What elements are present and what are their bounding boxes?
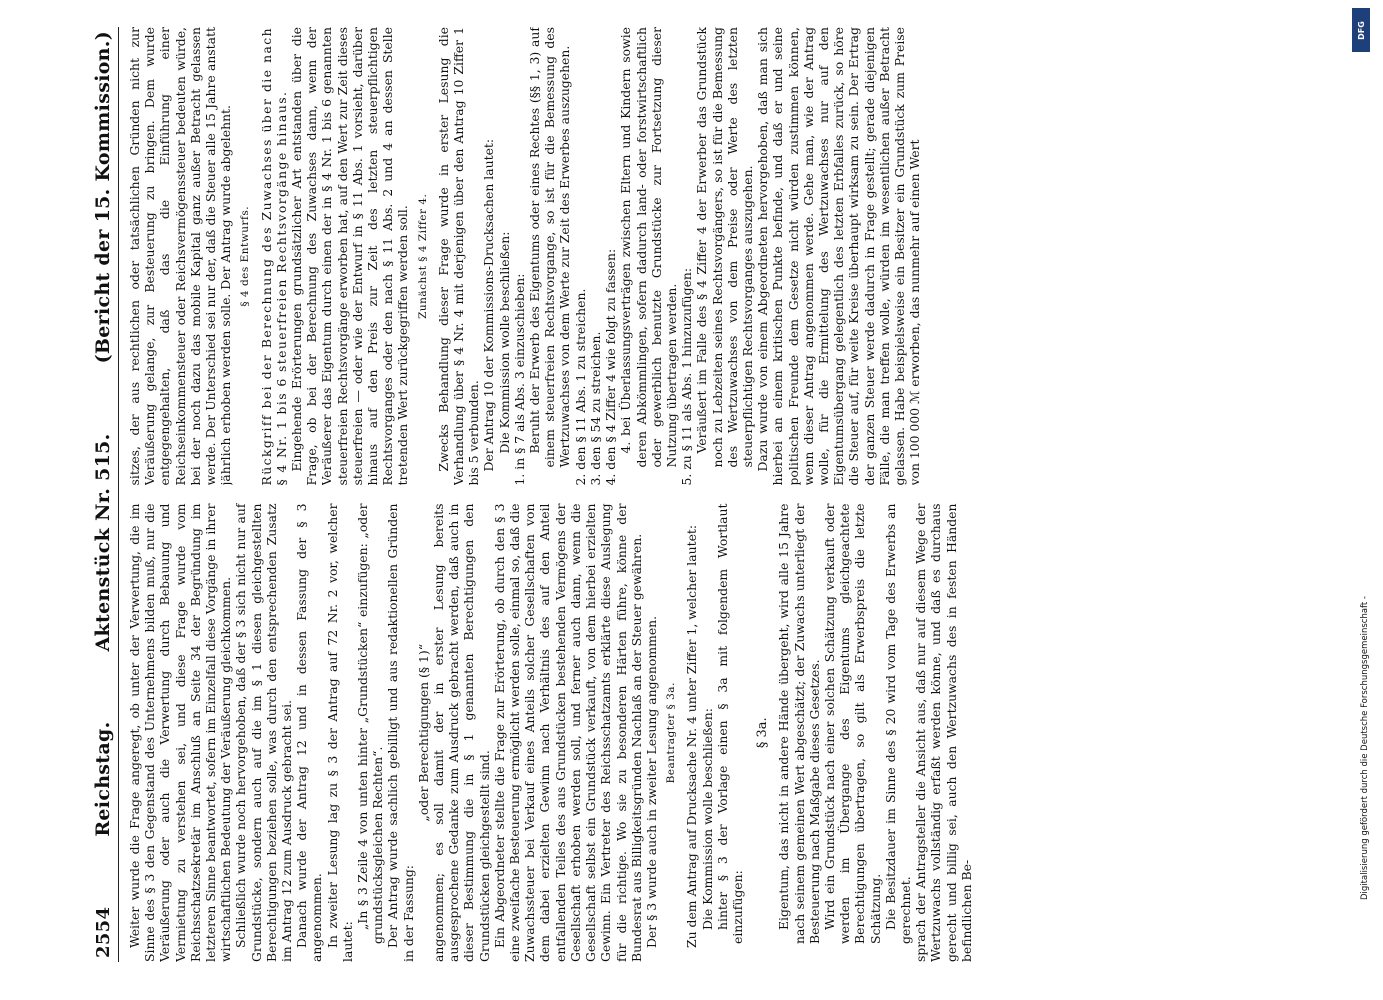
- paragraph: Eigentum, das nicht in andere Hände übergeht, wird alle 15 Jahre nach seinem gemeinen Wert abgeschätzt; der Zuwachs unterliegt der Besteuerung nach Maßgabe dieses Gesetzes.: [776, 503, 822, 944]
- header-right-title: (Bericht der 15. Kommission.): [92, 31, 114, 364]
- text-columns: [119, 27, 1287, 962]
- paragraph: Weiter wurde die Frage angeregt, ob unter der Verwertung, die im Sinne des § 3 den Gegenstand des Unternehmens bilden muß, nur die Veräußerung oder auch die Verwertung durch Bebauung und Vermietung zu verstehen sei, und diese Frage wurde vom Reichsschatzsekretär im Anschluß an Seite 34 der Begründung im letzteren Sinne beantwortet, sofern im Einzelfall diese Vorgänge in ihrer wirtschaftlichen Bedeutung der Veräußerung gleichkommen.: [127, 503, 234, 962]
- paragraph: Eingehende Erörterungen grundsätzlicher Art entstanden über die Frage, ob bei der Berechnung des Zuwachses dann, wenn der Veräußerer das Eigentum durch einen der in § 4 Nr. 1 bis 6 genannten steuerfreien Rechtsvorgänge erworben hat, auf den Wert zur Zeit dieses steuerfreien — oder wie der Entwurf in § 11 Abs. 1 vorsieht, darüber hinaus auf den Preis zur Zeit des letzten steuerpflichtigen Rechtsvorganges oder den nach § 11 Abs. 2 und 4 an dessen Stelle tretenden Wert zurückgegriffen werden soll.: [289, 27, 411, 486]
- paragraph: Zwecks Behandlung dieser Frage wurde in erster Lesung die Verhandlung über § 4 Nr. 4 mit derjenigen über den Antrag 10 Ziffer 1 bis 5 verbunden.: [435, 27, 482, 486]
- paragraph: Rückgriff bei der Berechnung des Zuwachses über die nach § 4 Nr. 1 bis 6 steuerfreien Rechtsvorgänge hinaus.: [258, 27, 289, 486]
- header-left-title: Reichstag.: [92, 721, 114, 837]
- list-item-text: Veräußert im Falle des § 4 Ziffer 4 der Erwerber das Grundstück noch zu Lebzeiten seines Rechtsvorgängers, so ist für die Bemessung des Wertzuwachses von dem Preise oder Werte des letzten steuerpflichtigen Rechtsvorganges auszugehen.: [694, 27, 755, 468]
- paragraph: Schließlich wurde noch hervorgehoben, daß der § 3 sich nicht nur auf Grundstücke, sondern auch auf die im § 1 diesen gleichgestellten Berechtigungen beziehen solle, was durch den entsprechenden Zusatz im Antrag 12 zum Ausdruck gebracht sei.: [233, 503, 295, 962]
- column-right: [127, 27, 1287, 486]
- list-item: 3. den § 54 zu streichen.: [587, 331, 603, 486]
- section-heading: § 3a.: [755, 717, 771, 749]
- paragraph: sprach der Antragsteller die Ansicht aus, daß nur auf diesem Wege der Wertzuwachs vollständig erfaßt werden könne, und daß es durchaus gerecht und billig sei, auch den Wertzuwachs des in festen Händen befindlichen Be-: [913, 503, 974, 962]
- list-item-text: 4. bei Überlassungsverträgen zwischen Eltern und Kindern sowie deren Abkömmlingen, sofern dadurch land- oder forstwirtschaftlich oder gewerblich benutzte Grundstücke zur Fortsetzung dieser Nutzung übertragen werden.: [618, 27, 679, 468]
- list-item: 2. den § 11 Abs. 1 zu streichen.: [572, 288, 588, 486]
- list-item: 4. den § 4 Ziffer 4 wie folgt zu fassen:: [603, 248, 619, 486]
- list-item: 5. zu § 11 als Abs. 1 hinzuzufügen:: [679, 267, 695, 486]
- paragraph: Die Kommission wolle beschließen:: [699, 708, 715, 930]
- paragraph: Der Antrag 10 der Kommissions-Drucksachen lautet:: [481, 138, 497, 472]
- page-number: 2554: [93, 906, 114, 958]
- paragraph: Zu dem Antrag auf Drucksache Nr. 4 unter Ziffer 1, welcher lautet:: [684, 524, 700, 948]
- subheading: Beantragter § 3a.: [665, 682, 678, 784]
- paragraph: Die Kommission wolle beschließen:: [496, 231, 512, 454]
- page-header: [80, 27, 119, 962]
- rotated-page: [80, 27, 1290, 962]
- paragraph: Ein Abgeordneter stellte die Frage zur Erörterung, ob durch den § 3 eine zweifache Besteuerung ermöglicht werden solle, einmal so, daß die Zuwachssteuer bei Verkauf eines Anteils solcher Gesellschaften von dem dabei erzielten Gewinn nach Verhältnis des auf den Anteil entfallenden Teiles des aus Grundstücken bestehenden Vermögens der Gesellschaft erhoben werden soll, und ferner auch dann, wenn die Gesellschaft selbst ein Grundstück verkauft, von dem hierbei erzielten Gewinn. Ein Vertreter des Reichsschatzamts erklärte diese Auslegung für die richtige. Wo sie zu besonderen Härten führe, könne der Bundesrat aus Billigkeitsgründen Nachlaß an der Steuer gewähren.: [491, 503, 644, 962]
- paragraph: Dazu wurde von einem Abgeordneten hervorgehoben, daß man sich hierbei an einem kritischen Punkte befinde, und daß er und seine politischen Freunde dem Gesetze nicht würden zustimmen können, wenn dieser Antrag angenommen werde. Gehe man, wie der Antrag wolle, für die Ermittelung des Wertzuwachses nur auf den Eigentumsübergang gelegentlich des letzten Erbfalles zurück, so höre die Steuer auf, für weite Kreise überhaupt wirksam zu sein. Der Ertrag der ganzen Steuer werde dadurch in Frage gestellt; gerade diejenigen Fälle, die man treffen wolle, würden im wesentlichen außer Betracht gelassen. Habe beispielsweise ein Besitzer ein Grundstück zum Preise von 100 000 ℳ erworben, das nunmehr auf einen Wert: [755, 27, 923, 486]
- list-item-text: Beruht der Erwerb des Eigentums oder eines Rechtes (§§ 1, 3) auf einem steuerfreien Rechtsvorgange, so ist für die Bemessung des Wertzuwachses von dem Werte zur Zeit des Erwerbes auszugehen.: [527, 27, 573, 468]
- paragraph: Danach wurde der Antrag 12 und in dessen Fassung der § 3 angenommen.: [294, 503, 325, 962]
- column-left: [127, 504, 1287, 963]
- list-item: 1. in § 7 als Abs. 3 einzuschieben:: [511, 273, 527, 486]
- quote: „In § 3 Zeile 4 von unten hinter „Grundstücken“ einzufügen: „oder grundstücksgleichen Rechten“.: [355, 503, 386, 944]
- paragraph: Der Antrag wurde sachlich gebilligt und aus redaktionellen Gründen in der Fassung:: [385, 503, 416, 962]
- subheading: § 4 des Entwurfs.: [239, 205, 252, 307]
- paragraph: Die Besitzdauer im Sinne des § 20 wird vom Tage des Erwerbs an gerechnet.: [882, 503, 913, 944]
- paragraph: Wird ein Grundstück nach einer solchen Schätzung verkauft oder werden im Übergange des Eigentums gleichgeachtete Berechtigungen übertragen, so gilt als Erwerbspreis die letzte Schätzung.: [821, 503, 883, 944]
- paragraph: angenommen; es soll damit der in erster Lesung bereits ausgesprochene Gedanke zum Ausdruck gebracht werden, daß auch in dieser Bestimmung die in § 1 genannten Berechtigungen den Grundstücken gleichgestellt sind.: [431, 503, 492, 962]
- quote: „oder Berechtigungen (§ 1)“: [415, 643, 431, 822]
- paragraph: Der § 3 wurde auch in zweiter Lesung angenommen.: [643, 615, 659, 948]
- dfg-logo: [1352, 8, 1370, 52]
- paragraph: hinter § 3 der Vorlage einen § 3a mit folgendem Wortlaut einzufügen:: [714, 503, 745, 944]
- subheading: Zunächst § 4 Ziffer 4.: [416, 193, 429, 319]
- digitization-credit: Digitalisierung gefördert durch die Deutsche Forschungsgemeinschaft -: [1360, 596, 1370, 900]
- paragraph: In zweiter Lesung lag zu § 3 der Antrag auf 72 Nr. 2 vor, welcher lautet:: [324, 503, 355, 962]
- paragraph: sitzes, der aus rechtlichen oder tatsächlichen Gründen nicht zur Veräußerung gelange, zur Besteuerung zu bringen. Dem wurde entgegengehalten, daß das die Einführung einer Reichseinkommensteuer oder Reichsvermögenssteuer bedeuten würde, bei der noch dazu das mobile Kapital ganz außer Betracht gelassen werde. Der Unterschied sei nur der, daß die Steuer alle 15 Jahre anstatt jährlich erhoben werden solle. Der Antrag wurde abgelehnt.: [127, 27, 234, 486]
- header-center-title: Aktenstück Nr. 515.: [92, 433, 114, 652]
- dfg-logo-text: DFG: [1356, 20, 1366, 40]
